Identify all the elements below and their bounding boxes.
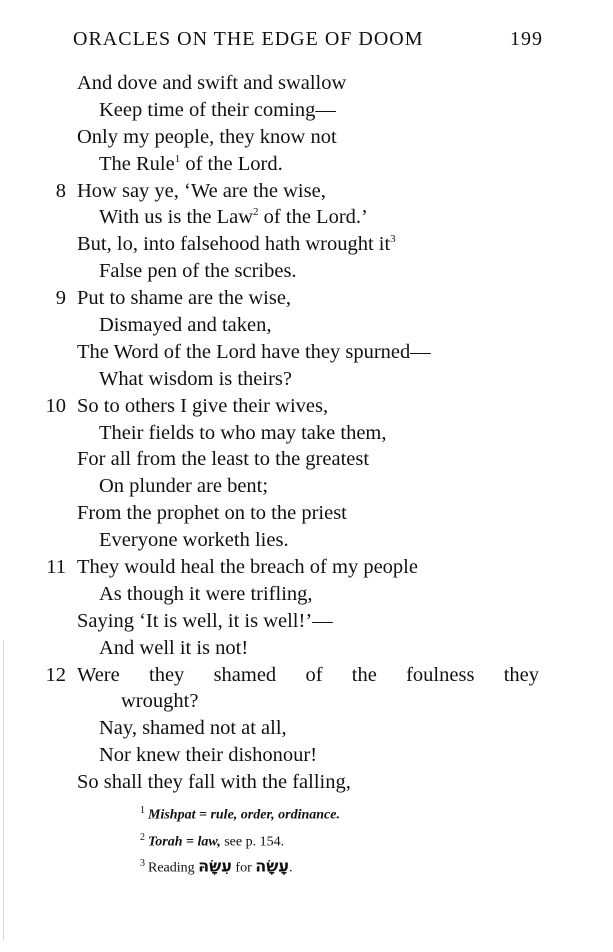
footnote-end: . [289, 860, 293, 876]
poem-line [0, 70, 613, 97]
line-text [77, 178, 326, 205]
footnote-text: = rule, order, ordinance. [195, 807, 340, 823]
footnote-2 [140, 827, 340, 854]
footnote-prefix: Reading [148, 860, 199, 876]
poem-line [0, 151, 613, 178]
verse-number: 10 [45, 394, 66, 417]
footnote-gloss: = law, [182, 834, 221, 850]
line-text [77, 662, 539, 689]
line-main-text: Put to shame are the wise, [77, 287, 292, 310]
poem-line [0, 688, 613, 715]
line-text [77, 446, 369, 473]
line-main-text: As though it were trifling, [99, 582, 313, 605]
line-text [77, 124, 337, 151]
poem-line [0, 500, 613, 527]
footnote-3 [140, 853, 340, 880]
verse-number: 11 [46, 556, 66, 579]
poem-line [0, 231, 613, 258]
word: shamed [213, 663, 277, 686]
line-main-text: Their fields to who may take them, [99, 421, 387, 444]
line-tail-text: of the Lord. [180, 152, 283, 175]
running-title: ORACLES ON THE EDGE OF DOOM [73, 28, 424, 50]
line-text [77, 769, 351, 796]
poem-line [0, 581, 613, 608]
footnote-reference: 2 [253, 206, 259, 219]
poem-line [0, 393, 613, 420]
line-main-text: wrought? [121, 690, 199, 713]
word: they [149, 663, 185, 686]
poem-line [0, 473, 613, 500]
line-main-text: On plunder are bent; [99, 475, 269, 498]
line-main-text: Nay, shamed not at all, [99, 717, 287, 740]
word: they [503, 663, 539, 686]
poem-line [0, 742, 613, 769]
footnote-reference: 3 [390, 233, 396, 246]
line-text [99, 151, 283, 178]
line-text [77, 231, 396, 258]
line-main-text: From the prophet on to the priest [77, 502, 347, 525]
line-main-text: And well it is not! [99, 636, 249, 659]
line-main-text: Nor knew their dishonour! [99, 744, 318, 767]
line-text [77, 393, 328, 420]
line-text [99, 204, 368, 231]
line-text [99, 742, 317, 769]
line-text [77, 70, 346, 97]
line-main-text: For all from the least to the greatest [77, 448, 370, 471]
line-main-text: False pen of the scribes. [99, 260, 297, 283]
line-main-text: With us is the Law [99, 206, 254, 229]
poem-line [0, 312, 613, 339]
hebrew-word: עָשָׂה [255, 856, 290, 876]
line-text [99, 715, 287, 742]
poem-body [0, 70, 613, 796]
line-text [77, 500, 347, 527]
line-main-text: Only my people, they know not [77, 125, 337, 148]
footnote-mark: 1 [140, 805, 145, 816]
poem-line [0, 97, 613, 124]
word: Were [77, 663, 120, 686]
footnote-1 [140, 800, 340, 827]
verse-number: 9 [55, 287, 66, 310]
line-main-text: So to others I give their wives, [77, 394, 329, 417]
footnote-mark: 2 [140, 831, 145, 843]
poem-line [0, 715, 613, 742]
line-main-text: The Word of the Lord have they spurned— [77, 340, 431, 363]
line-text [99, 366, 292, 393]
footnote-term: Torah [148, 834, 183, 850]
line-main-text: But, lo, into falsehood hath wrought it [77, 233, 391, 256]
verse-number: 12 [45, 663, 66, 686]
poem-line [0, 124, 613, 151]
hebrew-word: עִשָּׂהּ [198, 856, 232, 876]
poem-line [0, 366, 613, 393]
line-text [77, 285, 291, 312]
poem-line [0, 339, 613, 366]
line-text [77, 608, 333, 635]
word: of [305, 663, 323, 686]
poem-line [0, 204, 613, 231]
footnote-reference: 1 [174, 152, 181, 165]
poem-line [0, 446, 613, 473]
line-main-text: Everyone worketh lies. [99, 529, 289, 552]
line-main-text: What wisdom is theirs? [99, 367, 293, 390]
footnote-term: Mishpat [148, 807, 196, 823]
poem-line [0, 662, 613, 689]
poem-line [0, 554, 613, 581]
page-number: 199 [510, 28, 543, 50]
running-header [73, 28, 543, 54]
footnote-mark: 3 [140, 858, 145, 870]
line-main-text: Saying ‘It is well, it is well!’— [77, 609, 333, 632]
poem-line [0, 420, 613, 447]
line-main-text: So shall they fall with the falling, [77, 771, 351, 794]
poem-line [0, 258, 613, 285]
line-main-text: Dismayed and taken, [99, 314, 272, 337]
line-text [99, 97, 336, 124]
line-main-text: And dove and swift and swallow [77, 72, 347, 94]
line-text [99, 258, 297, 285]
verse-number: 8 [55, 179, 66, 202]
poem-line [0, 527, 613, 554]
line-text [99, 581, 313, 608]
line-text [99, 420, 387, 447]
line-main-text: How say ye, ‘We are the wise, [77, 179, 326, 202]
line-text [99, 473, 268, 500]
word: foulness [406, 663, 475, 686]
word: the [351, 663, 377, 686]
footnote-connector: for [231, 860, 256, 876]
line-main-text: Keep time of their coming— [99, 98, 336, 121]
line-text [77, 554, 418, 581]
poem-line [0, 178, 613, 205]
line-text [99, 527, 289, 554]
poem-line [0, 285, 613, 312]
line-main-text: They would heal the breach of my people [77, 556, 418, 579]
footnote-text: see p. 154. [220, 834, 285, 850]
footnotes [140, 800, 340, 880]
line-tail-text: of the Lord.’ [258, 206, 368, 229]
line-main-text: The Rule [99, 152, 175, 175]
line-text [121, 688, 198, 715]
poem-line [0, 608, 613, 635]
line-text [99, 312, 272, 339]
line-text [77, 339, 431, 366]
poem-line [0, 635, 613, 662]
line-text [99, 635, 248, 662]
poem-line [0, 769, 613, 796]
